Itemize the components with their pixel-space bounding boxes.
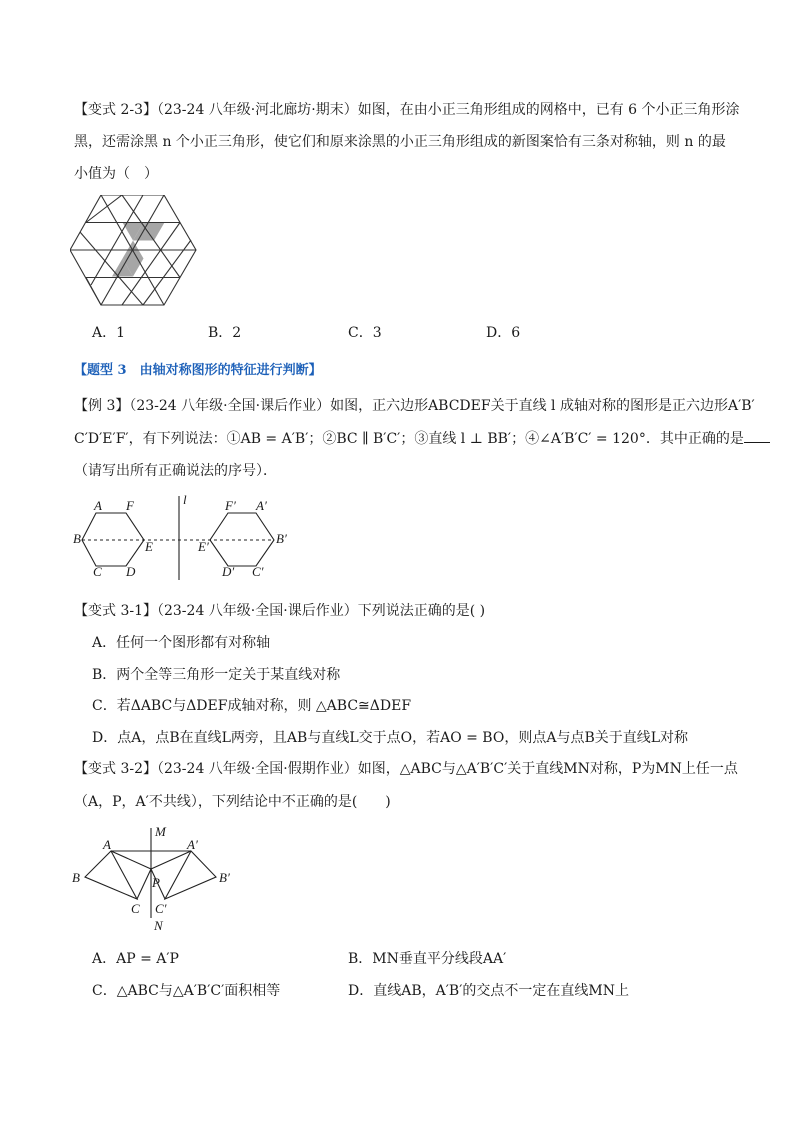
variant-2-3-option-d[interactable]: D．6 [486,325,521,341]
label-m: M [155,824,166,839]
label-c: C [93,564,102,579]
label-a: A [94,498,102,513]
variant-3-1-option-b[interactable]: B．两个全等三角形一定关于某直线对称 [92,667,341,683]
variant-3-2-line-1: 【变式 3-2】（23-24 八年级·全国·假期作业）如图，△ABC与△A′B′C′关于直线MN对称，P为MN上任一点 [74,761,738,777]
variant-3-1-option-a[interactable]: A．任何一个图形都有对称轴 [92,635,271,651]
variant-3-1-option-c[interactable]: C．若ΔABC与ΔDEF成轴对称，则 △ABC≅ΔDEF [92,698,412,714]
answer-blank[interactable] [744,430,770,443]
label-f: F [126,498,134,513]
label-d-prime: D′ [222,564,235,579]
variant-2-3-option-c[interactable]: C．3 [348,325,382,341]
label-e-prime: E′ [198,539,209,554]
label-e: E [145,539,153,554]
variant-3-2-option-c[interactable]: C．△ABC与△A′B′C′面积相等 [92,983,281,999]
label-b-prime: B′ [219,870,230,885]
variant-2-3-line-1: 【变式 2-3】（23-24 八年级·河北廊坊·期末）如图，在由小正三角形组成的网格中，已有 6 个小正三角形涂 [74,102,740,118]
variant-2-3-line-2: 黑，还需涂黑 n 个小正三角形，使它们和原来涂黑的小正三角形组成的新图案恰有三条对称轴，则 n 的最 [74,134,726,150]
label-b: B [72,870,80,885]
label-c-prime: C′ [252,564,264,579]
label-c: C [131,901,140,916]
section-3-title: 【题型 3 由轴对称图形的特征进行判断】 [74,363,322,378]
variant-2-3-option-a[interactable]: A．1 [92,325,126,341]
variant-3-2-option-b[interactable]: B．MN垂直平分线段AA′ [348,951,507,967]
variant-2-3-option-b[interactable]: B．2 [208,325,242,341]
variant-3-1-stem: 【变式 3-1】（23-24 八年级·全国·课后作业）下列说法正确的是( ) [74,603,486,619]
label-a: A [103,837,111,852]
label-c-prime: C′ [155,901,167,916]
label-f-prime: F′ [225,498,236,513]
variant-3-1-option-d[interactable]: D．点A，点B在直线L两旁，且AB与直线L交于点O，若AO = BO，则点A与点B关于直线L对称 [92,730,689,746]
label-line-l: l [183,493,187,507]
example-3-line-1: 【例 3】（23-24 八年级·全国·课后作业）如图，正六边形ABCDEF关于直线 l 成轴对称的图形是正六边形A′B′ [74,398,755,414]
variant-3-2-option-a[interactable]: A．AP = A′P [92,951,179,967]
label-b: B [73,531,81,546]
triangle-grid-figure [70,195,200,306]
label-a-prime: A′ [256,498,267,513]
label-d: D [126,564,136,579]
variant-3-2-option-d[interactable]: D．直线AB，A′B′的交点不一定在直线MN上 [348,983,629,999]
label-p: P [152,875,160,890]
label-a-prime: A′ [187,837,198,852]
hexagon-reflection-figure [70,493,300,583]
variant-3-2-line-2: （A，P，A′不共线），下列结论中不正确的是( ) [74,794,391,810]
variant-2-3-line-3: 小值为（ ） [74,166,158,182]
example-3-line-2: C′D′E′F′，有下列说法：①AB = A′B′；②BC ∥ B′C′；③直线 l ⊥ BB′；④∠A′B′C′ = 120°．其中正确的是 [74,430,770,448]
label-n: N [154,918,163,933]
example-3-line-3: （请写出所有正确说法的序号）． [74,463,277,479]
triangle-reflection-figure [70,822,245,934]
label-b-prime: B′ [276,531,287,546]
